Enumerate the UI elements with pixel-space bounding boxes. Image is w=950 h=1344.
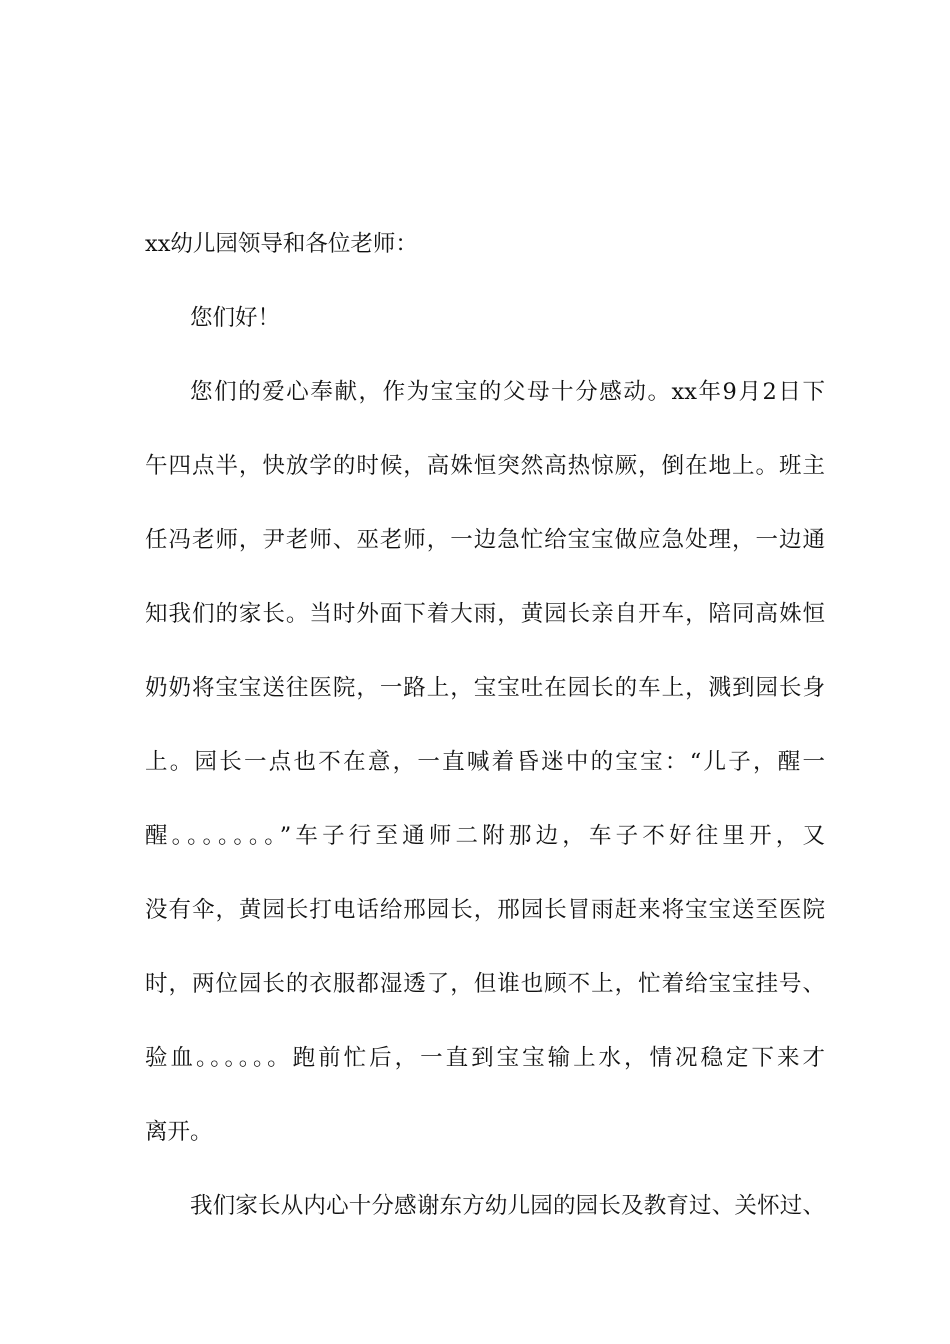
paragraph-2 [145, 1169, 825, 1243]
salutation: xx幼儿园领导和各位老师： [145, 231, 418, 257]
letter-body [145, 207, 825, 1243]
paragraph-line: 上。园长一点也不在意，一直喊着昏迷中的宝宝：“儿子，醒一 [145, 749, 825, 775]
paragraph-line: 知我们的家长。当时外面下着大雨，黄园长亲自开车，陪同高姝恒 [145, 601, 825, 627]
paragraph-line: 没有伞，黄园长打电话给邢园长，邢园长冒雨赶来将宝宝送至医院 [145, 897, 825, 923]
paragraph-line: 午四点半，快放学的时候，高姝恒突然高热惊厥，倒在地上。班主 [145, 453, 825, 479]
paragraph-line: 任冯老师，尹老师、巫老师，一边急忙给宝宝做应急处理，一边通 [145, 527, 825, 553]
paragraph-line: 奶奶将宝宝送往医院，一路上，宝宝吐在园长的车上，溅到园长身 [145, 675, 825, 701]
paragraph-line: 我们家长从内心十分感谢东方幼儿园的园长及教育过、关怀过、 [190, 1193, 825, 1219]
paragraph-1 [145, 355, 825, 1169]
paragraph-line: 醒。。。。。。。”车子行至通师二附那边，车子不好往里开，又 [145, 823, 825, 849]
paragraph-line: 验血。。。。。。跑前忙后，一直到宝宝输上水，情况稳定下来才 [145, 1045, 825, 1071]
paragraph-line: 您们的爱心奉献，作为宝宝的父母十分感动。xx年9月2日下 [190, 379, 825, 405]
greeting: 您们好！ [190, 305, 281, 331]
paragraph-line: 离开。 [145, 1119, 213, 1145]
paragraph-line: 时，两位园长的衣服都湿透了，但谁也顾不上，忙着给宝宝挂号、 [145, 971, 825, 997]
